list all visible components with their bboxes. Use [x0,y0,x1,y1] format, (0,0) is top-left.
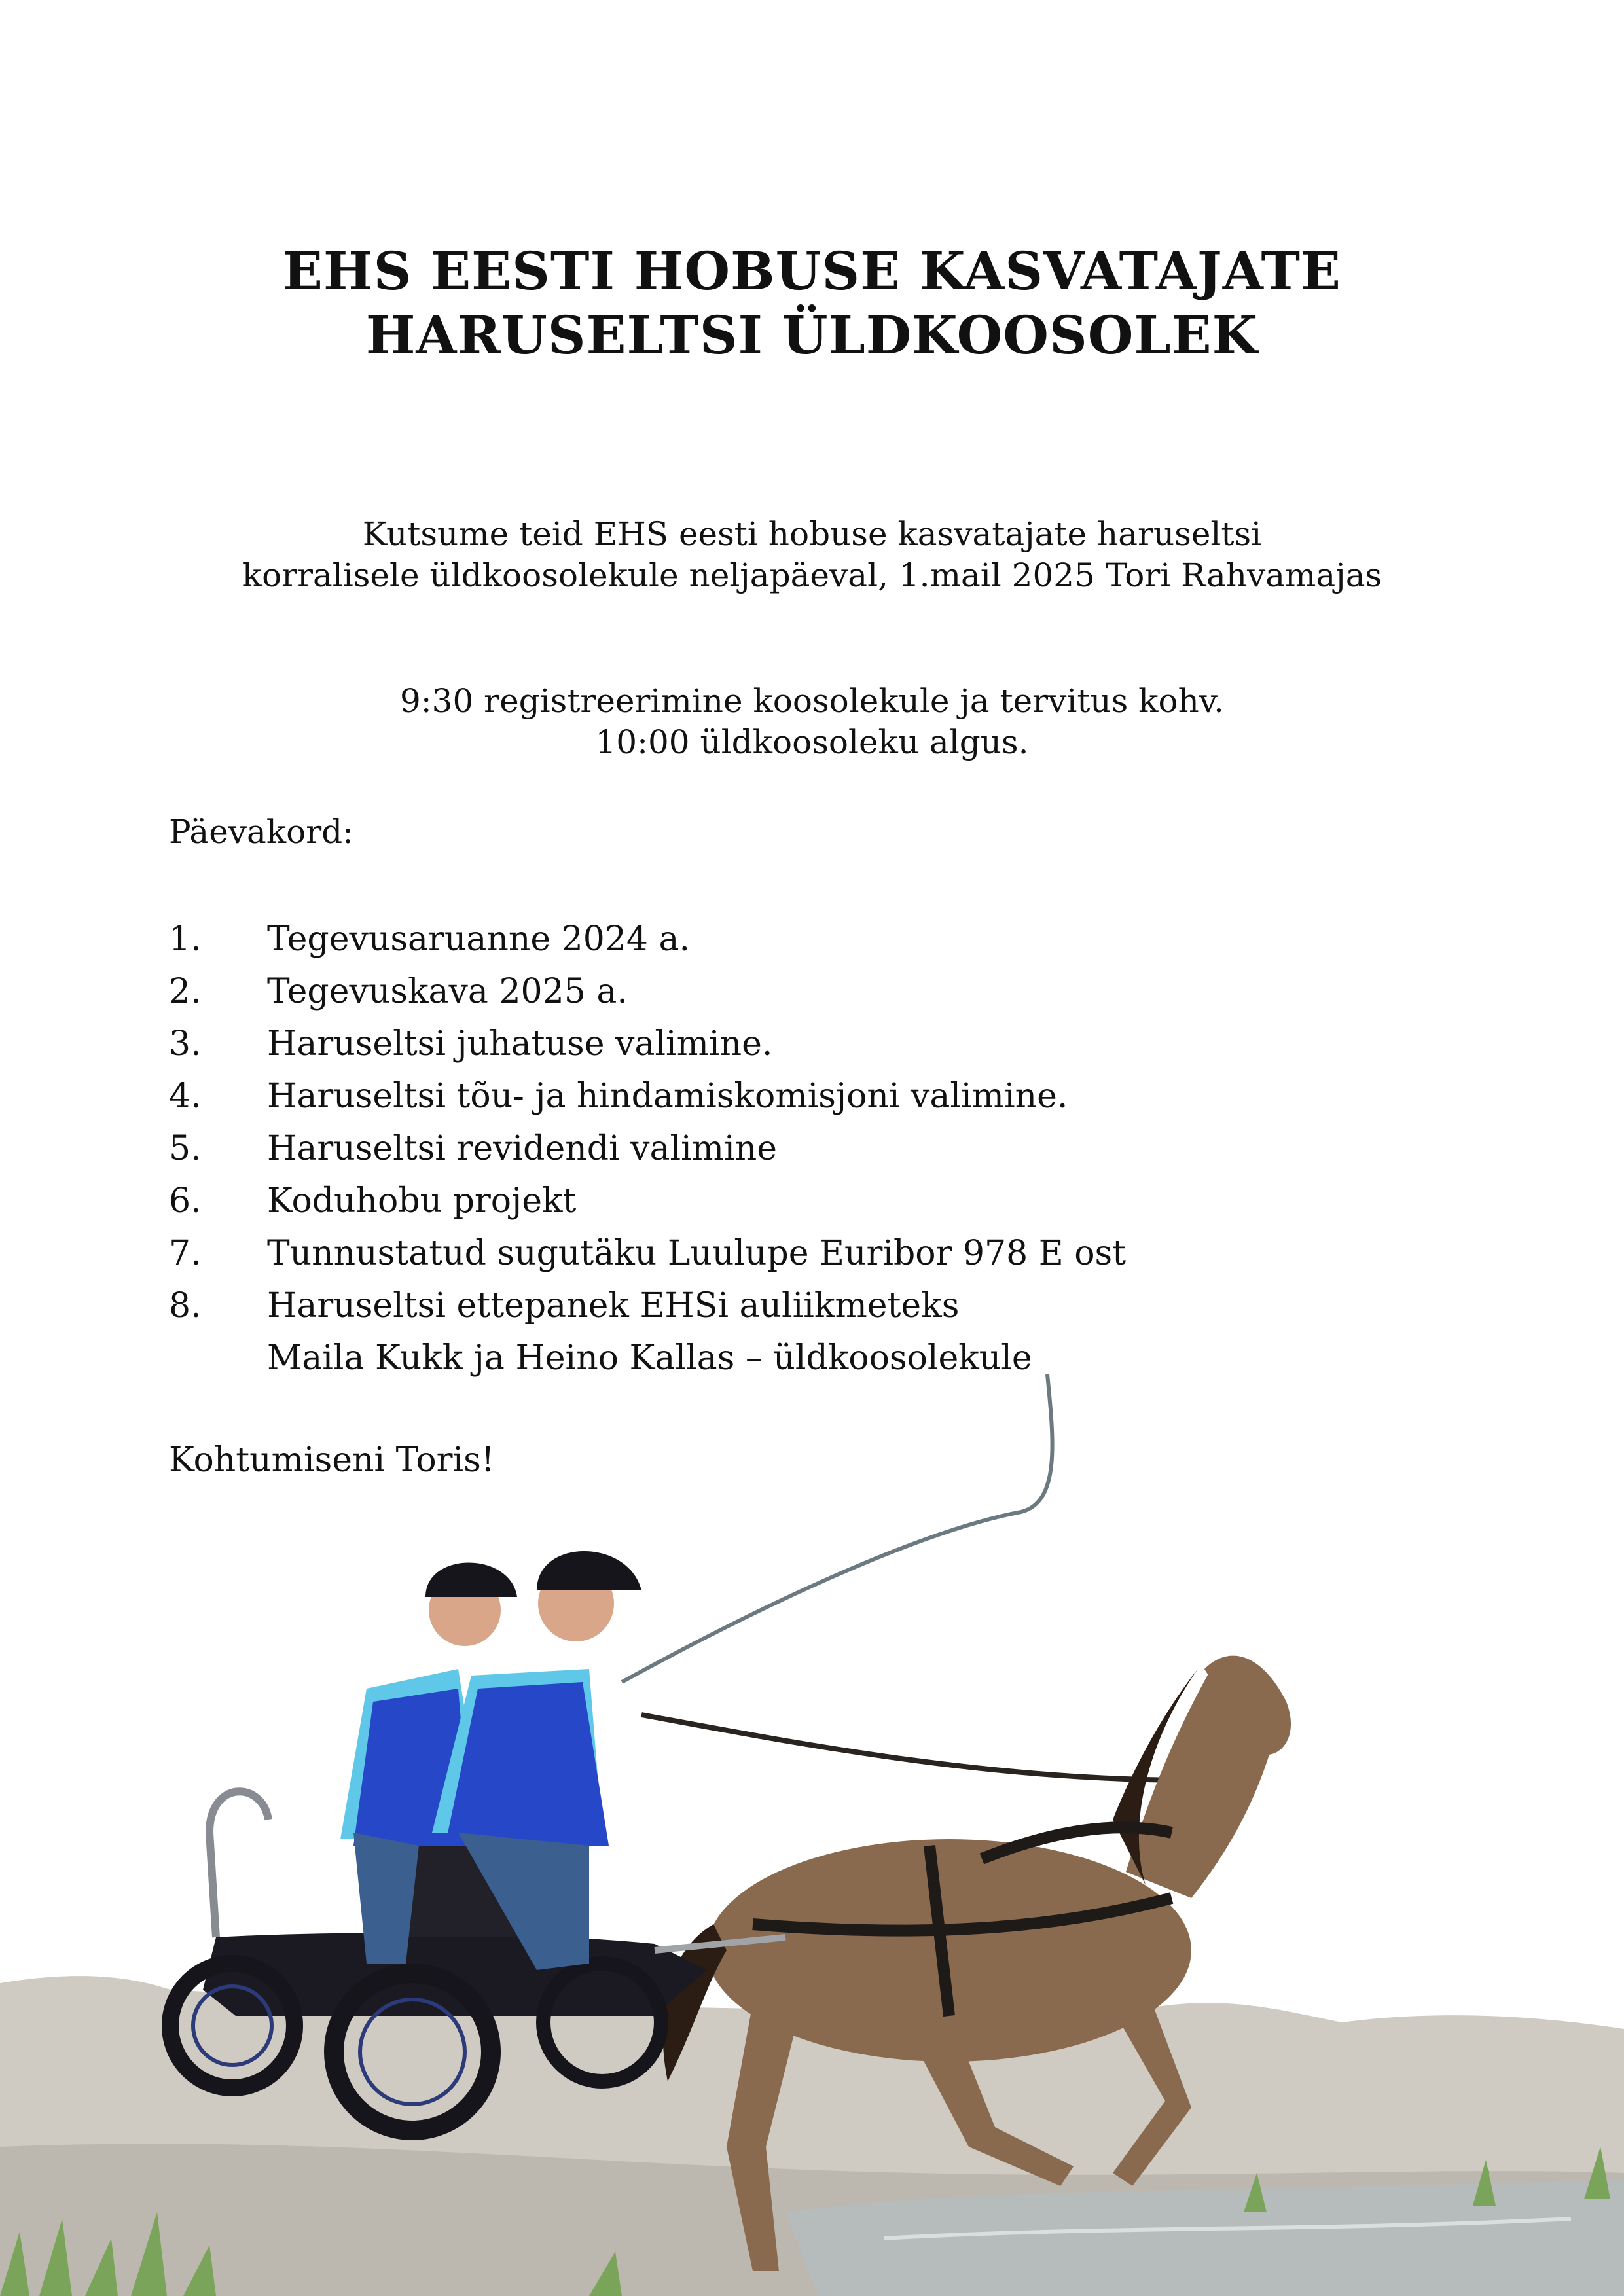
agenda-item-text: Tunnustatud sugutäku Luulupe Euribor 978 E ost [267,1234,1127,1273]
agenda-item-text: Haruseltsi tõu- ja hindamiskomisjoni valimine. [267,1077,1068,1116]
agenda-item [169,1018,1413,1070]
agenda-item-number: 4. [169,1077,202,1116]
agenda-item [169,913,1413,965]
agenda-list [169,913,1413,1384]
agenda-heading: Päevakord: [169,813,354,851]
agenda-item-text: Koduhobu projekt [267,1181,577,1221]
driving-whip [622,1374,1053,1682]
document-title [0,239,1624,367]
agenda-item [169,1175,1413,1227]
agenda-item-text: Haruseltsi ettepanek EHSi auliikmeteks [267,1286,960,1325]
agenda-item-text: Tegevuskava 2025 a. [267,972,628,1011]
invitation-line-1: Kutsume teid EHS eesti hobuse kasvatajate haruseltsi [362,515,1262,553]
carriage-driving-photo [0,1361,1624,2296]
agenda-item-number: 6. [169,1181,202,1221]
agenda-item [169,1280,1413,1332]
title-line-2: HARUSELTSI ÜLDKOOSOLEK [365,304,1259,366]
agenda-item [169,1227,1413,1280]
schedule-text [0,681,1624,763]
agenda-item-text: Haruseltsi juhatuse valimine. [267,1024,773,1064]
reins [641,1715,1191,1780]
agenda-item [169,1122,1413,1175]
invitation-line-2: korralisele üldkoosolekule neljapäeval, 1.mail 2025 Tori Rahvamajas [242,556,1382,594]
agenda-item-number: 1. [169,920,202,959]
agenda-item [169,965,1413,1018]
agenda-item-number: 2. [169,972,202,1011]
agenda-item-text: Tegevusaruanne 2024 a. [267,920,691,959]
agenda-item [169,1070,1413,1122]
schedule-line-2: 10:00 üldkoosoleku algus. [595,723,1029,761]
closing-text: Kohtumiseni Toris! [169,1441,495,1480]
agenda-item-continuation: Maila Kukk ja Heino Kallas – üldkoosolekule [267,1338,1032,1378]
agenda-item-number: 7. [169,1234,202,1273]
agenda-item-number: 3. [169,1024,202,1064]
title-line-1: EHS EESTI HOBUSE KASVATAJATE [283,240,1341,302]
invitation-text [0,514,1624,596]
agenda-item-text: Haruseltsi revidendi valimine [267,1129,778,1168]
schedule-line-1: 9:30 registreerimine koosolekule ja tervitus kohv. [400,682,1224,720]
agenda-item-number: 5. [169,1129,202,1168]
agenda-item-number: 8. [169,1286,202,1325]
